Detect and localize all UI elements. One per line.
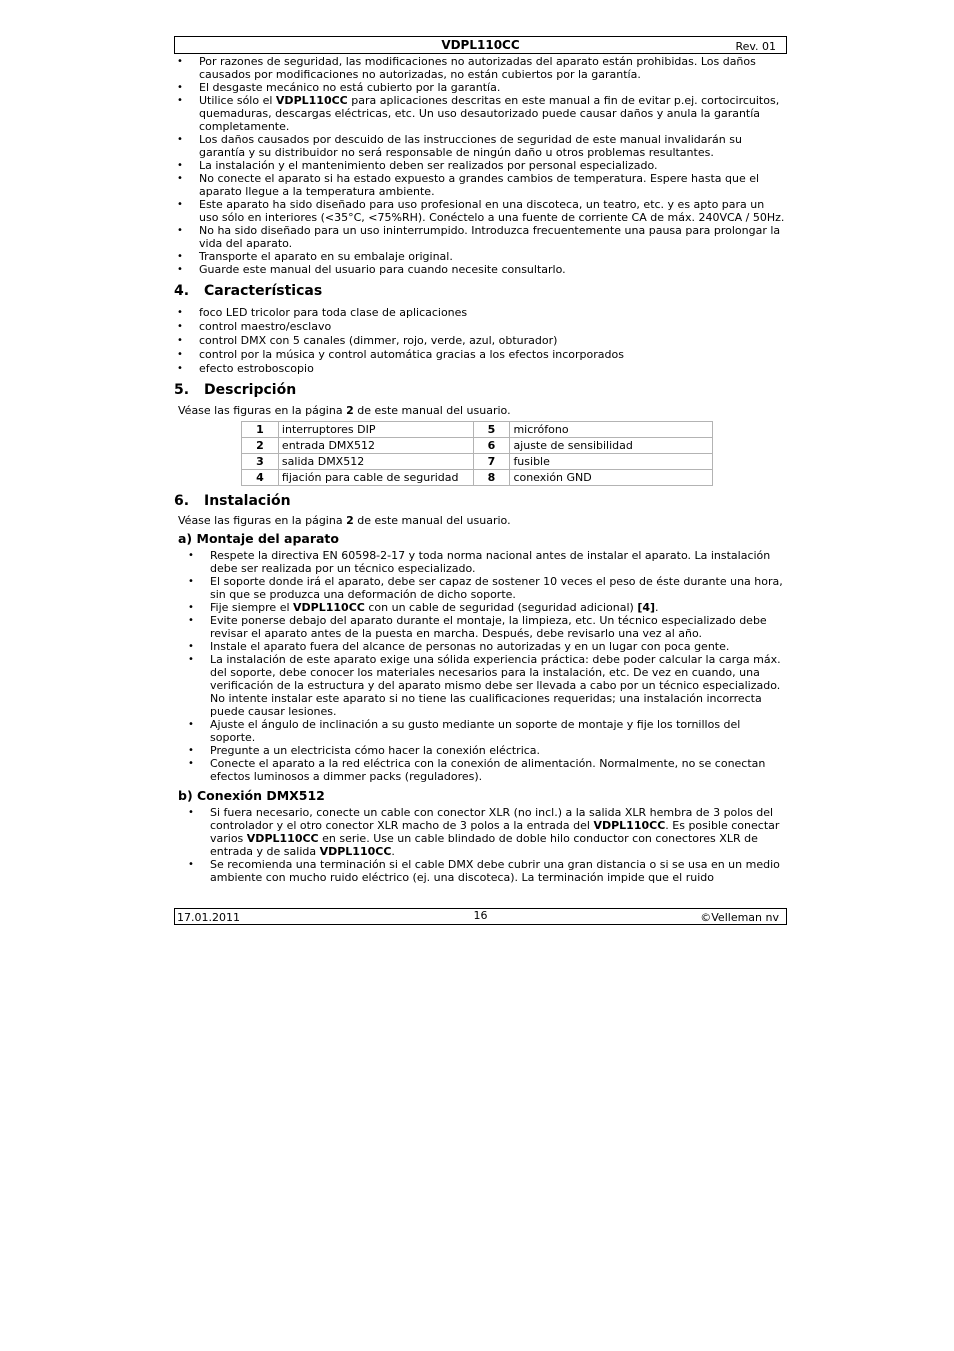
footer-date: 17.01.2011 — [177, 911, 240, 924]
list-item: • Ajuste el ángulo de inclinación a su gusto mediante un soporte de montaje y fije los tornillos del soporte. — [174, 718, 787, 744]
list-item: • Fije siempre el VDPL110CC con un cable de seguridad (seguridad adicional) [4]. — [174, 601, 787, 614]
manual-page — [174, 36, 787, 924]
safety-list — [174, 55, 787, 276]
parts-table — [241, 421, 713, 486]
section-6-intro: Véase las figuras en la página 2 de este manual del usuario. — [178, 514, 511, 527]
list-item: • Respete la directiva EN 60598-2-17 y toda norma nacional antes de instalar el aparato. La instalación debe ser realizada por un técnico especializado. — [174, 549, 787, 575]
list-item: • No conecte el aparato si ha estado expuesto a grandes cambios de temperatura. Espere hasta que el aparato llegue a la temperatura ambiente. — [174, 172, 787, 198]
list-item: • Instale el aparato fuera del alcance de personas no autorizadas y en un lugar con poca gente. — [174, 640, 787, 653]
list-item: • Se recomienda una terminación si el cable DMX debe cubrir una gran distancia o si se usa en un medio ambiente con mucho ruido eléctrico (ej. una discoteca). La terminación impide que el ruido — [174, 858, 787, 884]
list-item: • La instalación de este aparato exige una sólida experiencia práctica: debe poder calcular la carga máx. del soporte, debe conocer los materiales necesarios para la instalación, etc. De vez en cuando, una verificación de la estructura y del aparato mismo debe ser llevada a cabo por un técnico especializado. No intente instalar este aparato si no tiene las cualificaciones requeridas; una instalación incorrecta puede causar lesiones. — [174, 653, 787, 718]
list-item: • Pregunte a un electricista cómo hacer la conexión eléctrica. — [174, 744, 787, 757]
mounting-list — [174, 549, 787, 783]
list-item: • Por razones de seguridad, las modificaciones no autorizadas del aparato están prohibidas. Los daños causados por modificaciones no autorizadas, no están cubiertos por la garantía. — [174, 55, 787, 81]
list-item: • control por la música y control automática gracias a los efectos incorporados — [174, 348, 787, 361]
section-5-intro: Véase las figuras en la página 2 de este manual del usuario. — [178, 404, 511, 417]
list-item: • No ha sido diseñado para un uso ininterrumpido. Introduzca frecuentemente una pausa para prolongar la vida del aparato. — [174, 224, 787, 250]
list-item: • Este aparato ha sido diseñado para uso profesional en una discoteca, un teatro, etc. y es apto para un uso sólo en interiores (<35°C, <75%RH). Conéctelo a una fuente de corriente CA de máx. 240VCA / 50Hz. — [174, 198, 787, 224]
header-revision: Rev. 01 — [735, 40, 776, 53]
list-item: • La instalación y el mantenimiento deben ser realizados por personal especializado. — [174, 159, 787, 172]
features-list — [174, 306, 787, 375]
page-header — [174, 36, 787, 54]
list-item: • Utilice sólo el VDPL110CC para aplicaciones descritas en este manual a fin de evitar p.ej. cortocircuitos, quemaduras, descargas eléctricas, etc. Un uso desautorizado puede causar daños y anula la garantía completamente. — [174, 94, 787, 133]
table-row: 1 interruptores DIP 5 micrófono — [242, 422, 713, 438]
header-title: VDPL110CC — [441, 38, 520, 52]
table-row: 4 fijación para cable de seguridad 8 conexión GND — [242, 470, 713, 486]
list-item: • Transporte el aparato en su embalaje original. — [174, 250, 787, 263]
footer-copyright: ©Velleman nv — [700, 911, 779, 924]
list-item: • Si fuera necesario, conecte un cable con conector XLR (no incl.) a la salida XLR hembra de 3 polos del controlador y el otro conector XLR macho de 3 polos a la entrada del VDPL110CC. Es posible conectar varios VDPL110CC en serie. Use un cable blindado de doble hilo conductor con conectores XLR de entrada y de salida VDPL110CC. — [174, 806, 787, 858]
list-item: • Evite ponerse debajo del aparato durante el montaje, la limpieza, etc. Un técnico especializado debe revisar el aparato antes de la puesta en marcha. Después, debe revisarlo una vez al año. — [174, 614, 787, 640]
page-number: 16 — [473, 909, 488, 922]
table-row: 2 entrada DMX512 6 ajuste de sensibilidad — [242, 438, 713, 454]
section-4-heading: 4. Características — [174, 283, 323, 299]
subsection-b-heading: b) Conexión DMX512 — [178, 788, 325, 803]
list-item: • El desgaste mecánico no está cubierto por la garantía. — [174, 81, 787, 94]
page-footer — [174, 908, 787, 925]
section-6-heading: 6. Instalación — [174, 493, 291, 509]
section-5-heading: 5. Descripción — [174, 382, 297, 398]
list-item: • control maestro/esclavo — [174, 320, 787, 333]
list-item: • efecto estroboscopio — [174, 362, 787, 375]
list-item: • Guarde este manual del usuario para cuando necesite consultarlo. — [174, 263, 787, 276]
subsection-a-heading: a) Montaje del aparato — [178, 531, 339, 546]
list-item: • Conecte el aparato a la red eléctrica con la conexión de alimentación. Normalmente, no se conectan efectos luminosos a dimmer packs (reguladores). — [174, 757, 787, 783]
list-item: • control DMX con 5 canales (dimmer, rojo, verde, azul, obturador) — [174, 334, 787, 347]
list-item: • El soporte donde irá el aparato, debe ser capaz de sostener 10 veces el peso de éste durante una hora, sin que se produzca una deformación de dicho soporte. — [174, 575, 787, 601]
dmx-list — [174, 806, 787, 884]
list-item: • foco LED tricolor para toda clase de aplicaciones — [174, 306, 787, 319]
list-item: • Los daños causados por descuido de las instrucciones de seguridad de este manual invalidarán su garantía y su distribuidor no será responsable de ningún daño u otros problemas resultantes. — [174, 133, 787, 159]
table-row: 3 salida DMX512 7 fusible — [242, 454, 713, 470]
